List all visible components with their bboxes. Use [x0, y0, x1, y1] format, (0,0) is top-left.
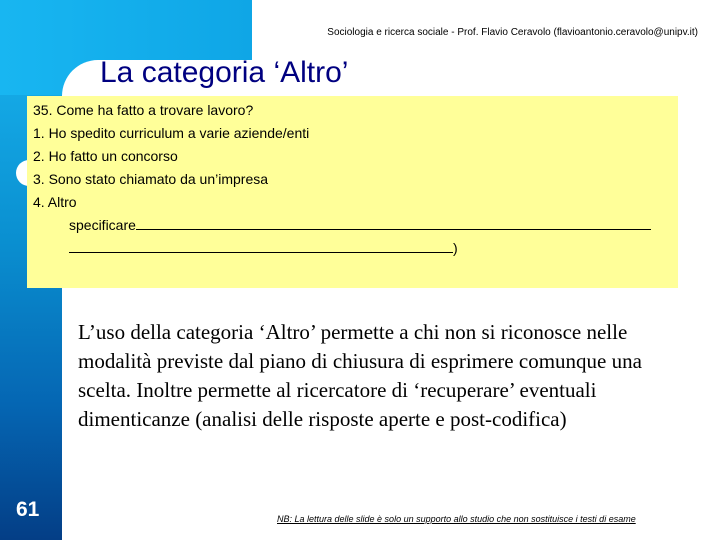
- specify-line: [136, 217, 651, 230]
- slide-title: La categoria ‘Altro’: [100, 56, 349, 89]
- closing-paren: ): [453, 240, 458, 256]
- option-1: 1. Ho spedito curriculum a varie aziende/enti: [33, 125, 310, 141]
- footer-note: NB: La lettura delle slide è solo un supporto allo studio che non sostituisce i testi di esame: [277, 514, 636, 524]
- explanation-text: L’uso della categoria ‘Altro’ permette a chi non si riconosce nelle modalità previste dal piano di chiusura di esprimere comunque una scelta. Inoltre permette al ricercatore di ‘recuperare’ eventuali dimenticanze (analisi delle risposte aperte e post-codifica): [78, 320, 642, 431]
- specify-label: specificare: [69, 217, 136, 233]
- course-header: Sociologia e ricerca sociale - Prof. Flavio Ceravolo (flavioantonio.ceravolo@unipv.it): [327, 27, 698, 38]
- option-4: 4. Altro: [33, 194, 77, 210]
- option-2: 2. Ho fatto un concorso: [33, 148, 178, 164]
- specify-row-2: [33, 237, 678, 260]
- specify-line-2: [69, 240, 453, 253]
- question-box: [27, 96, 678, 288]
- option-3: 3. Sono stato chiamato da un’impresa: [33, 171, 269, 187]
- specify-row: [33, 214, 678, 237]
- question-text: 35. Come ha fatto a trovare lavoro?: [33, 102, 254, 118]
- page-number: 61: [16, 498, 40, 521]
